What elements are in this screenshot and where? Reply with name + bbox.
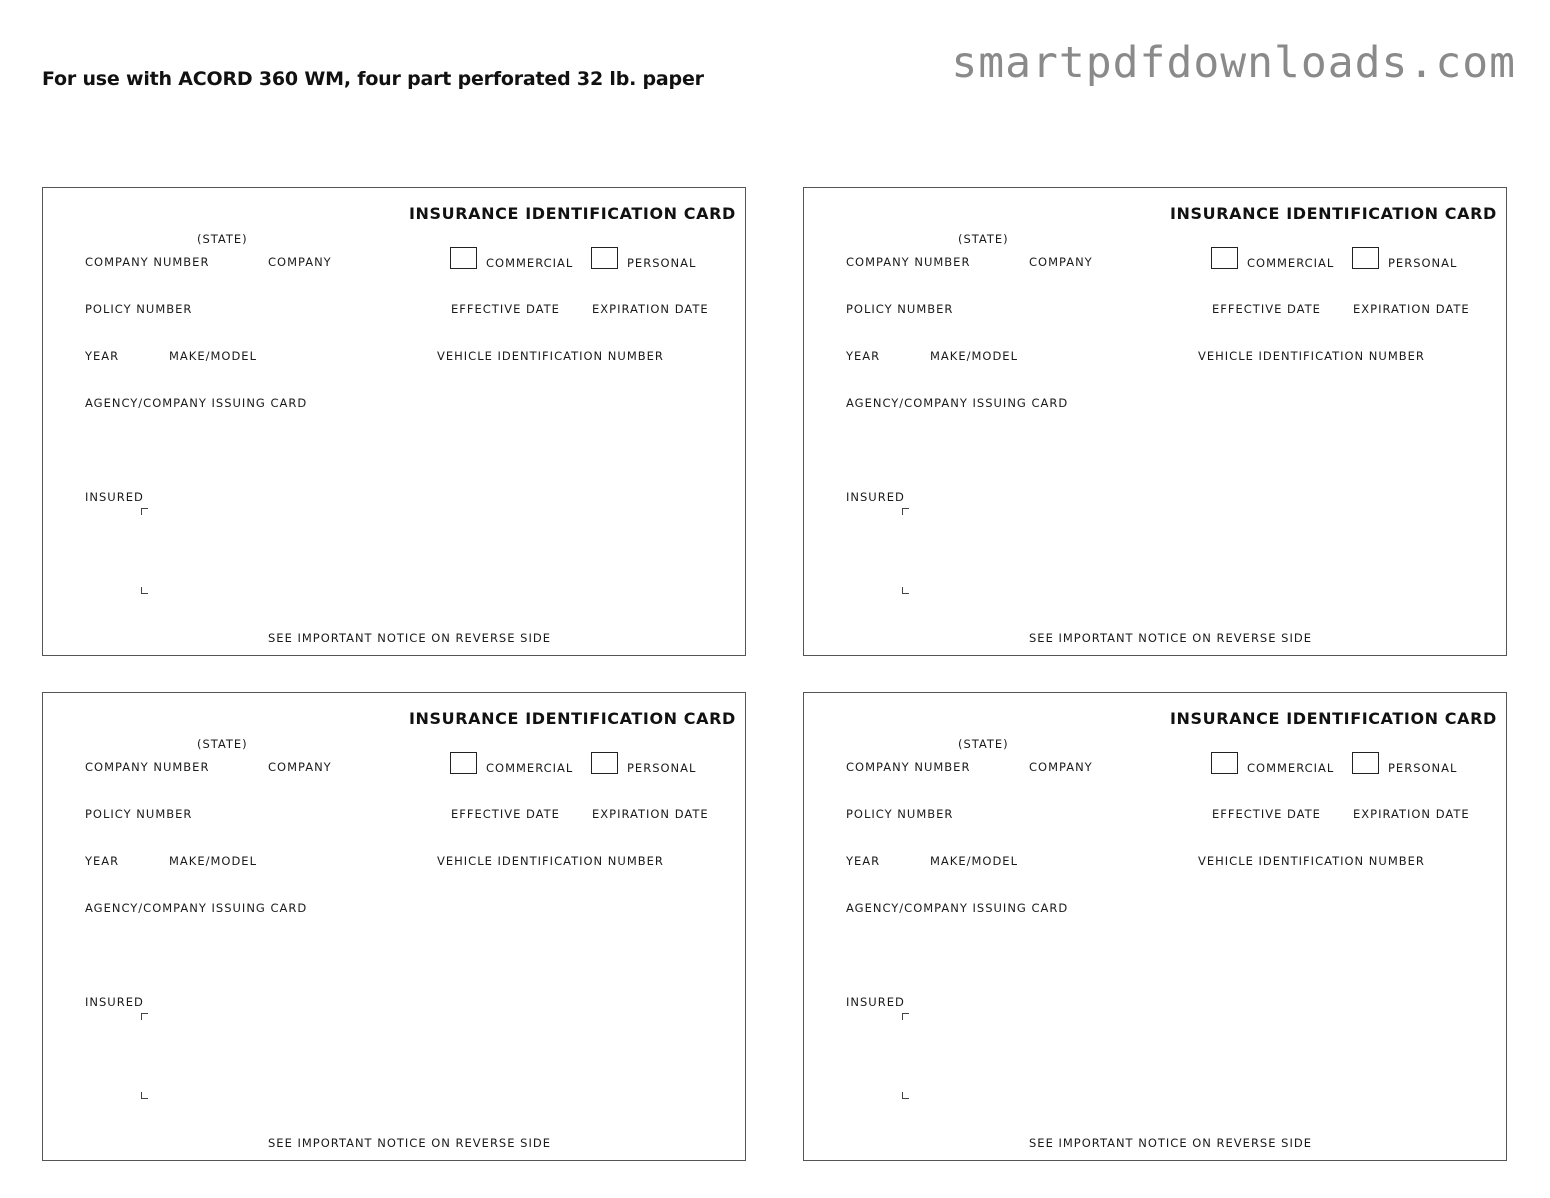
vin-label: VEHICLE IDENTIFICATION NUMBER xyxy=(437,349,664,363)
commercial-checkbox[interactable] xyxy=(450,752,477,774)
company-number-label: COMPANY NUMBER xyxy=(846,255,971,269)
personal-label: PERSONAL xyxy=(1388,256,1458,270)
company-label: COMPANY xyxy=(1029,255,1093,269)
company-label: COMPANY xyxy=(268,255,332,269)
address-corner-bottom-mark xyxy=(902,587,909,594)
address-corner-bottom-mark xyxy=(141,587,148,594)
year-label: YEAR xyxy=(85,854,120,868)
personal-label: PERSONAL xyxy=(627,256,697,270)
personal-label: PERSONAL xyxy=(1388,761,1458,775)
make-model-label: MAKE/MODEL xyxy=(169,349,257,363)
effective-date-label: EFFECTIVE DATE xyxy=(451,807,560,821)
form-instruction-heading: For use with ACORD 360 WM, four part perforated 32 lb. paper xyxy=(42,68,704,90)
address-corner-top-mark xyxy=(141,1013,148,1020)
card-title: INSURANCE IDENTIFICATION CARD xyxy=(1170,709,1497,728)
effective-date-label: EFFECTIVE DATE xyxy=(1212,807,1321,821)
state-label: (STATE) xyxy=(197,232,248,246)
personal-label: PERSONAL xyxy=(627,761,697,775)
card-title: INSURANCE IDENTIFICATION CARD xyxy=(1170,204,1497,223)
address-corner-top-mark xyxy=(902,1013,909,1020)
insured-label: INSURED xyxy=(846,490,905,504)
year-label: YEAR xyxy=(846,349,881,363)
commercial-label: COMMERCIAL xyxy=(1247,256,1335,270)
agency-label: AGENCY/COMPANY ISSUING CARD xyxy=(846,901,1069,915)
reverse-notice: SEE IMPORTANT NOTICE ON REVERSE SIDE xyxy=(268,1136,551,1150)
insured-label: INSURED xyxy=(85,995,144,1009)
address-corner-top-mark xyxy=(141,508,148,515)
agency-label: AGENCY/COMPANY ISSUING CARD xyxy=(85,396,308,410)
commercial-label: COMMERCIAL xyxy=(1247,761,1335,775)
address-corner-top-mark xyxy=(902,508,909,515)
effective-date-label: EFFECTIVE DATE xyxy=(451,302,560,316)
year-label: YEAR xyxy=(85,349,120,363)
card-title: INSURANCE IDENTIFICATION CARD xyxy=(409,204,736,223)
personal-checkbox[interactable] xyxy=(591,752,618,774)
agency-label: AGENCY/COMPANY ISSUING CARD xyxy=(846,396,1069,410)
company-number-label: COMPANY NUMBER xyxy=(85,760,210,774)
company-label: COMPANY xyxy=(1029,760,1093,774)
state-label: (STATE) xyxy=(958,232,1009,246)
id-card-3 xyxy=(42,692,746,1161)
id-card-2 xyxy=(803,187,1507,656)
commercial-checkbox[interactable] xyxy=(450,247,477,269)
policy-number-label: POLICY NUMBER xyxy=(846,302,954,316)
make-model-label: MAKE/MODEL xyxy=(930,349,1018,363)
vin-label: VEHICLE IDENTIFICATION NUMBER xyxy=(437,854,664,868)
effective-date-label: EFFECTIVE DATE xyxy=(1212,302,1321,316)
reverse-notice: SEE IMPORTANT NOTICE ON REVERSE SIDE xyxy=(1029,1136,1312,1150)
id-card-4 xyxy=(803,692,1507,1161)
personal-checkbox[interactable] xyxy=(1352,752,1379,774)
commercial-checkbox[interactable] xyxy=(1211,247,1238,269)
company-number-label: COMPANY NUMBER xyxy=(846,760,971,774)
commercial-label: COMMERCIAL xyxy=(486,761,574,775)
site-watermark: smartpdfdownloads.com xyxy=(951,38,1516,88)
commercial-label: COMMERCIAL xyxy=(486,256,574,270)
expiration-date-label: EXPIRATION DATE xyxy=(1353,302,1470,316)
company-number-label: COMPANY NUMBER xyxy=(85,255,210,269)
year-label: YEAR xyxy=(846,854,881,868)
card-title: INSURANCE IDENTIFICATION CARD xyxy=(409,709,736,728)
id-card-1 xyxy=(42,187,746,656)
company-label: COMPANY xyxy=(268,760,332,774)
reverse-notice: SEE IMPORTANT NOTICE ON REVERSE SIDE xyxy=(268,631,551,645)
policy-number-label: POLICY NUMBER xyxy=(846,807,954,821)
state-label: (STATE) xyxy=(958,737,1009,751)
personal-checkbox[interactable] xyxy=(1352,247,1379,269)
make-model-label: MAKE/MODEL xyxy=(930,854,1018,868)
make-model-label: MAKE/MODEL xyxy=(169,854,257,868)
insured-label: INSURED xyxy=(85,490,144,504)
expiration-date-label: EXPIRATION DATE xyxy=(1353,807,1470,821)
reverse-notice: SEE IMPORTANT NOTICE ON REVERSE SIDE xyxy=(1029,631,1312,645)
address-corner-bottom-mark xyxy=(902,1092,909,1099)
address-corner-bottom-mark xyxy=(141,1092,148,1099)
personal-checkbox[interactable] xyxy=(591,247,618,269)
commercial-checkbox[interactable] xyxy=(1211,752,1238,774)
vin-label: VEHICLE IDENTIFICATION NUMBER xyxy=(1198,854,1425,868)
expiration-date-label: EXPIRATION DATE xyxy=(592,302,709,316)
vin-label: VEHICLE IDENTIFICATION NUMBER xyxy=(1198,349,1425,363)
agency-label: AGENCY/COMPANY ISSUING CARD xyxy=(85,901,308,915)
expiration-date-label: EXPIRATION DATE xyxy=(592,807,709,821)
insured-label: INSURED xyxy=(846,995,905,1009)
policy-number-label: POLICY NUMBER xyxy=(85,807,193,821)
policy-number-label: POLICY NUMBER xyxy=(85,302,193,316)
state-label: (STATE) xyxy=(197,737,248,751)
